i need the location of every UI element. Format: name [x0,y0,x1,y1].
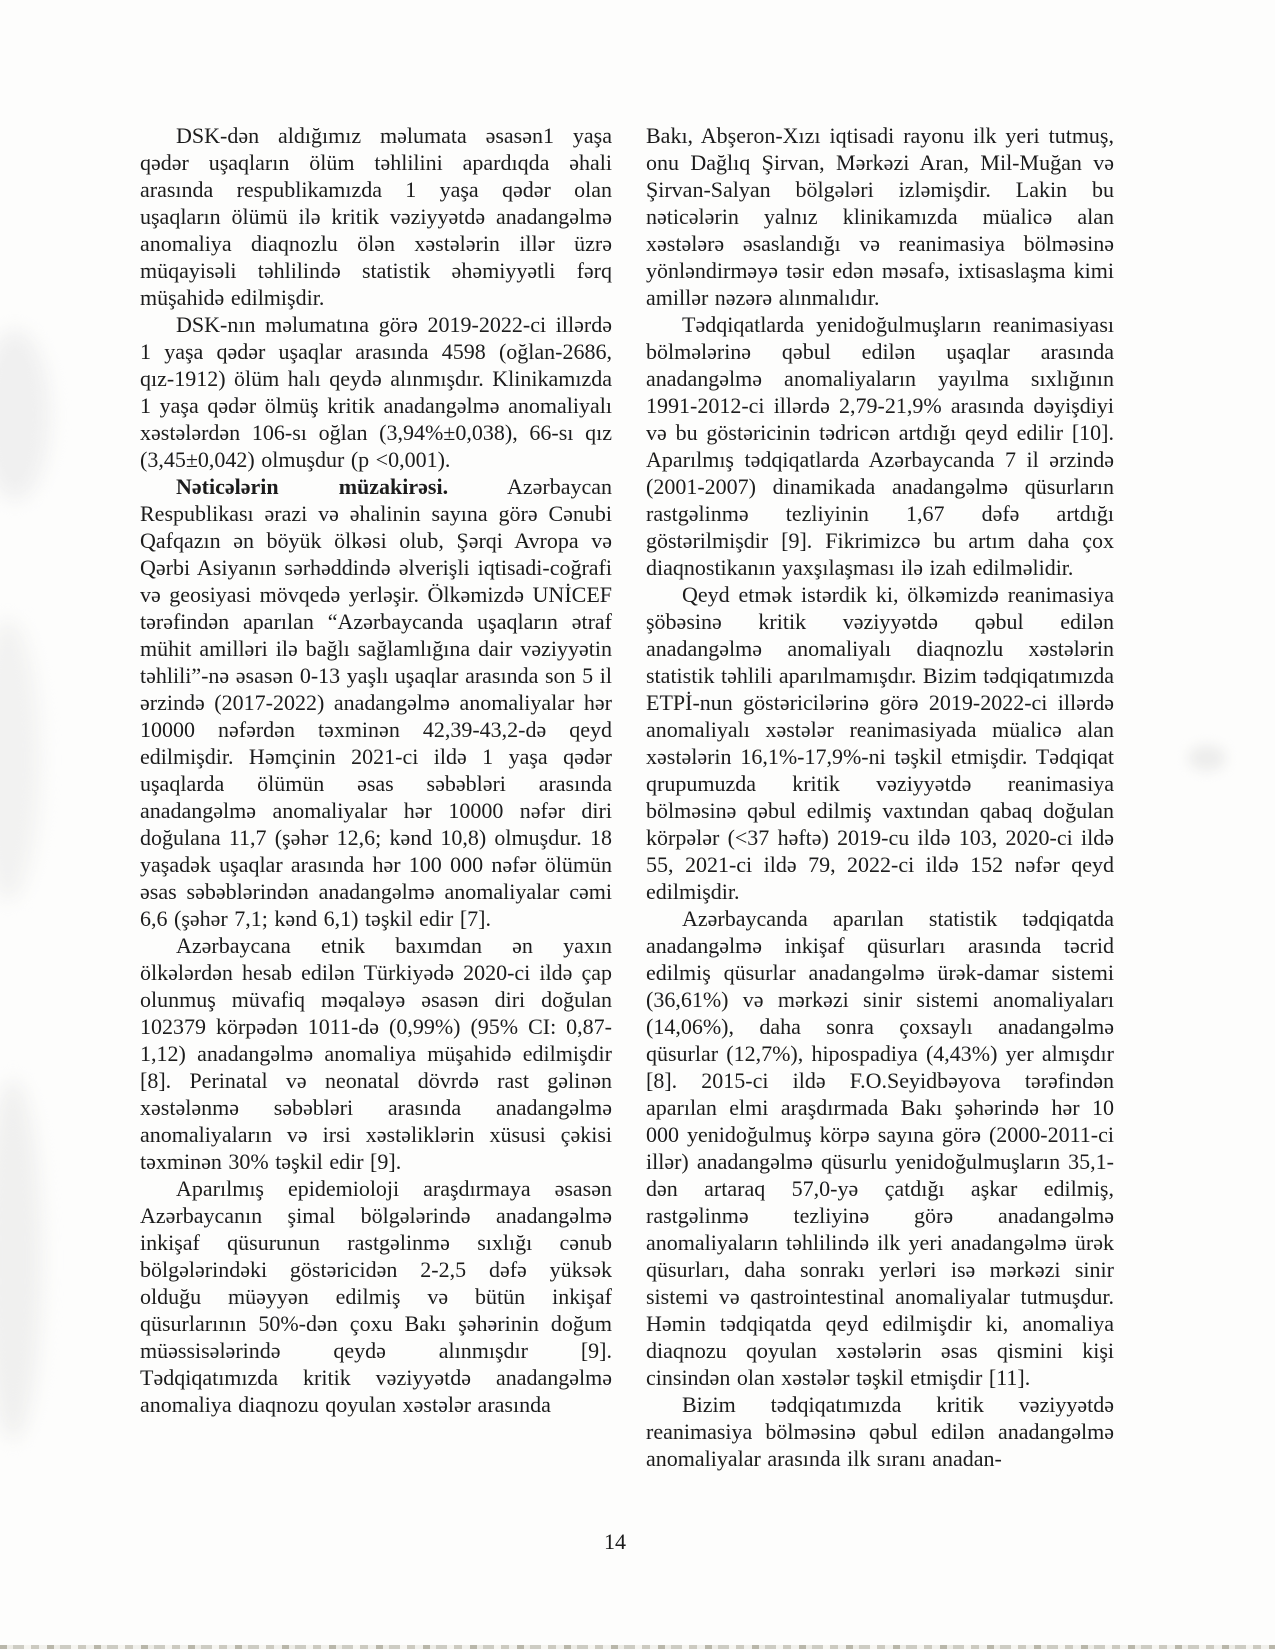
scan-artifact-left-1 [0,330,50,500]
paragraph-right-3: Qeyd etmək istərdik ki, ölkəmizdə reanimasiya şöbəsinə kritik vəziyyətdə qəbul edilən anadangəlmə anomaliyalı diaqnozlu xəstələrin statistik təhlili aparılmamışdır. Bizim tədqiqatımızda ETPİ-nun göstəricilərinə görə 2019-2022-ci illərdə anomaliyalı xəstələr reanimasiyada müalicə alan xəstələrin 16,1%-17,9%-ni təşkil etmişdir. Tədqiqat qrupumuzda kritik vəziyyətdə reanimasiya bölməsinə qəbul edilmiş vaxtından qabaq doğulan körpələr (<37 həftə) 2019-cu ildə 103, 2020-ci ildə 55, 2021-ci ildə 79, 2022-ci ildə 152 nəfər qeyd edilmişdir. [646,582,1114,904]
scan-artifact-left-2 [0,620,40,900]
paragraph-left-5: Aparılmış epidemioloji araşdırmaya əsasən Azərbaycanın şimal bölgələrində anadangəlmə inkişaf qüsurunun rastgəlinmə sıxlığı cənub bölgələrindəki göstəricidən 2-2,5 dəfə yüksək olduğu müəyyən edilmiş və bütün inkişaf qüsurlarının 50%-dən çoxu Bakı şəhərinin doğum müəssisələrində qeydə alınmışdır [9]. Tədqiqatımızda kritik vəziyyətdə anadangəlmə anomaliya diaqnozu qoyulan xəstələr arasında [140,1176,612,1417]
page-number: 14 [604,1529,626,1554]
right-column [646,122,1114,1472]
paragraph-right-4: Azərbaycanda aparılan statistik tədqiqatda anadangəlmə inkişaf qüsurları arasında təcrid edilmiş qüsurlar anadangəlmə ürək-damar sistemi (36,61%) və mərkəzi sinir sistemi anomaliyaları (14,06%), daha sonra çoxsaylı anadangəlmə qüsurlar (12,7%), hipospadiya (4,43%) yer almışdır [8]. 2015-ci ildə F.O.Seyidbəyova tərəfindən aparılan elmi araşdırmada Bakı şəhərində hər 10 000 yenidoğulmuş körpə sayına görə (2000-2011-ci illər) anadangəlmə qüsurlu yenidoğulmuşların 35,1-dən artaraq 57,0-yə çatdığı aşkar edilmiş, rastgəlinmə tezliyinə görə anadangəlmə anomaliyaların təhlilində ilk yeri anadangəlmə ürək qüsurları, daha sonrakı yerləri isə mərkəzi sinir sistemi və qastrointestinal anomaliyalar tutmuşdur. Həmin tədqiqatda qeyd edilmişdir ki, anomaliya diaqnozu qoyulan xəstələrin əsas qismini kişi cinsindən olan xəstələr təşkil etmişdir [11]. [646,906,1114,1390]
paragraph-right-5: Bizim tədqiqatımızda kritik vəziyyətdə reanimasiya bölməsinə qəbul edilən anadangəlmə anomaliyalar arasında ilk sıranı anadan- [646,1392,1114,1471]
scan-artifact-left-3 [0,1080,42,1440]
scan-artifact-right-smudge [1188,745,1226,771]
paragraph-left-4: Azərbaycana etnik baxımdan ən yaxın ölkələrdən hesab edilən Türkiyədə 2020-ci ildə çap olunmuş müvafiq məqaləyə əsasən diri doğulan 102379 körpədən 1011-də (0,99%) (95% CI: 0,87-1,12) anadangəlmə anomaliya müşahidə edilmişdir [8]. Perinatal və neonatal dövrdə rast gəlinən xəstələnmə səbəbləri arasında anadangəlmə anomaliyaların və irsi xəstəliklərin xüsusi çəkisi təxminən 30% təşkil edir [9]. [140,933,612,1174]
results-discussion-heading: Nəticələrin müzakirəsi. [176,474,449,499]
scan-artifact-bottom-line [0,1645,1275,1649]
paragraph-left-2: DSK-nın məlumatına görə 2019-2022-ci illərdə 1 yaşa qədər uşaqlar arasında 4598 (oğlan-2686, qız-1912) ölüm halı qeydə alınmışdır. Klinikamızda 1 yaşa qədər ölmüş kritik anadangəlmə anomaliyalı xəstələrdən 106-sı oğlan (3,94%±0,038), 66-sı qız (3,45±0,042) olmuşdur (p <0,001). [140,312,612,472]
paragraph-left-3-text: Azərbaycan Respublikası ərazi və əhalinin sayına görə Cənubi Qafqazın ən böyük ölkəsi olub, Şərqi Avropa və Qərbi Asiyanın sərhəddində əlverişli iqtisadi-coğrafi və geosiyasi mövqedə yerləşir. Ölkəmizdə UNİCEF tərəfindən aparılan “Azərbaycanda uşaqların ətraf mühit amilləri ilə bağlı sağlamlığına dair vəziyyətin təhlili”-nə əsasən 0-13 yaşlı uşaqlar arasında son 5 il ərzində (2017-2022) anadangəlmə anomaliyalar hər 10000 nəfərdən təxminən 42,39-43,2-də qeyd edilmişdir. Həmçinin 2021-ci ildə 1 yaşa qədər uşaqlarda ölümün əsas səbəbləri arasında anadangəlmə anomaliyalar hər 10000 nəfər diri doğulana 11,7 (şəhər 12,6; kənd 10,8) olmuşdur. 18 yaşadək uşaqlar arasında hər 100 000 nəfər ölümün əsas səbəblərindən anadangəlmə anomaliyalar cəmi 6,6 (şəhər 7,1; kənd 6,1) təşkil edir [7]. [140,474,612,931]
paragraph-right-2: Tədqiqatlarda yenidoğulmuşların reanimasiyası bölmələrinə qəbul edilən uşaqlar arasında anadangəlmə anomaliyaların yayılma sıxlığının 1991-2012-ci illərdə 2,79-21,9% arasında dəyişdiyi və bu göstəricinin tədricən artdığı qeyd edilir [10]. Aparılmış tədqiqatlarda Azərbaycanda 7 il ərzində (2001-2007) dinamikada anadangəlmə qüsurların rastgəlinmə tezliyinin 1,67 dəfə artdığı göstərilmişdir [9]. Fikrimizcə bu artım daha çox diaqnostikanın yaxşılaşması ilə izah edilməlidir. [646,312,1114,580]
paragraph-left-3 [140,473,612,932]
paragraph-left-1: DSK-dən aldığımız məlumata əsasən1 yaşa qədər uşaqların ölüm təhlilini apardıqda əhali arasında respublikamızda 1 yaşa qədər olan uşaqların ölümü ilə kritik vəziyyətdə anadangəlmə anomaliya diaqnozlu ölən xəstələrin illər üzrə müqayisəli təhlilində statistik əhəmiyyətli fərq müşahidə edilmişdir. [140,123,612,310]
paragraph-right-1: Bakı, Abşeron-Xızı iqtisadi rayonu ilk yeri tutmuş, onu Dağlıq Şirvan, Mərkəzi Aran, Mil-Muğan və Şirvan-Salyan bölgələri izləmişdir. Lakin bu nəticələrin yalnız klinikamızda müalicə alan xəstələrə əsaslandığı və reanimasiya bölməsinə yönləndirməyə təsir edən məsafə, ixtisaslaşma kimi amillər nəzərə alınmalıdır. [646,123,1114,310]
left-column [140,122,612,1418]
